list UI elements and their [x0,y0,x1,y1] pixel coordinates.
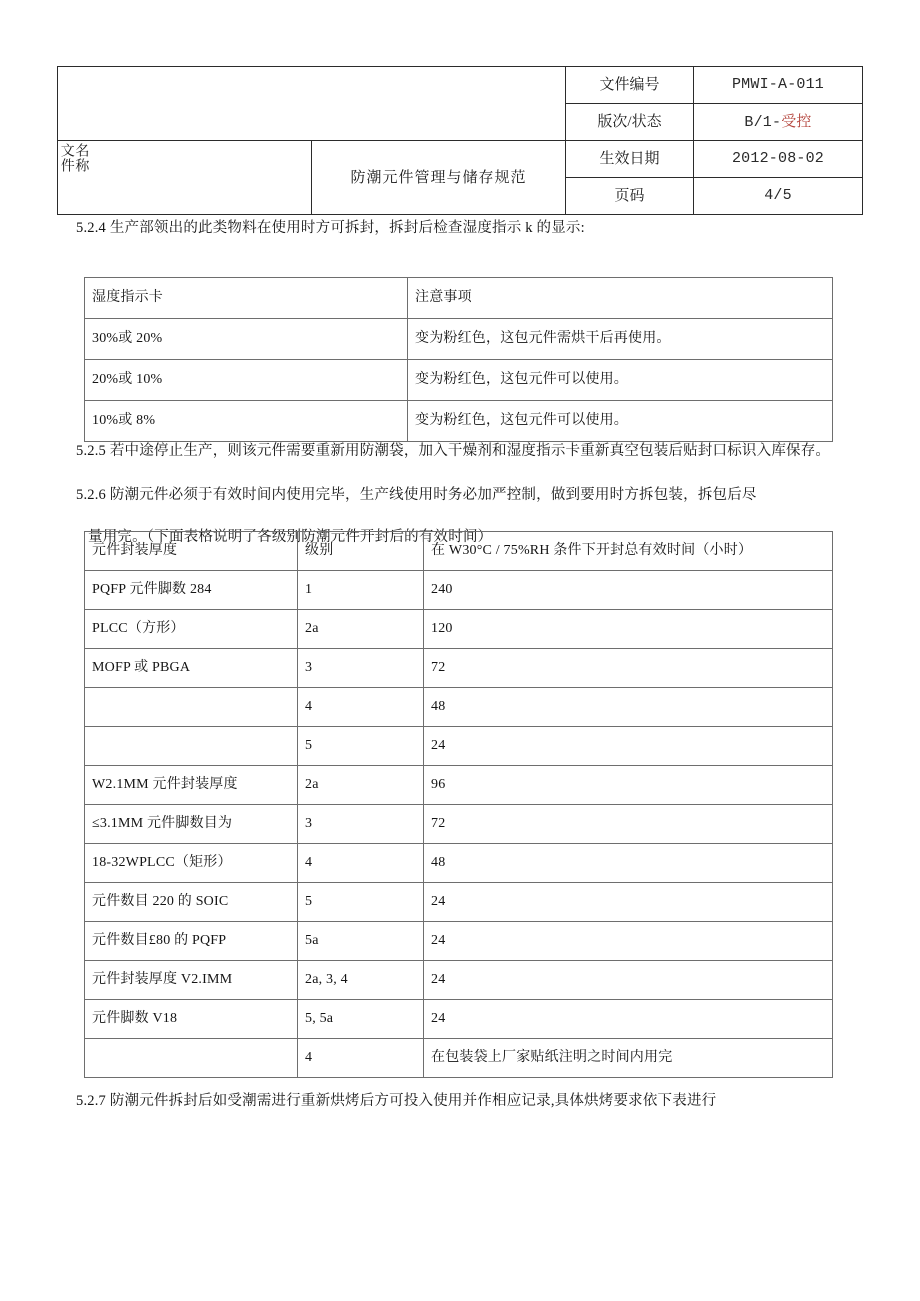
cell-valid-time: 24 [424,961,833,1000]
cell-package-thickness [85,688,298,727]
document-title: 防潮元件管理与储存规范 [312,141,566,215]
cell-package-thickness: 元件数目 220 的 SOIC [85,883,298,922]
cell-package-thickness: 元件封装厚度 V2.IMM [85,961,298,1000]
cell-package-thickness: MOFP 或 PBGA [85,649,298,688]
header-key-version-status: 版次/状态 [566,104,694,141]
paragraph-5-2-4: 5.2.4 生产部领出的此类物料在使用时方可拆封，拆封后检查湿度指示 k 的显示: [76,220,585,236]
header-value-doc-number: PMWI-A-011 [694,67,863,104]
cell-package-thickness: PQFP 元件脚数 284 [85,571,298,610]
table-row [85,727,833,766]
cell-package-thickness: W2.1MM 元件封装厚度 [85,766,298,805]
cell-level: 4 [298,1039,424,1078]
table-row [85,571,833,610]
table-row [85,1000,833,1039]
column-header-notes: 注意事项 [408,278,833,319]
version-text: B/1- [744,113,782,131]
table-row [85,922,833,961]
humidity-indicator-table [84,277,833,442]
document-name-label-col2: 名称 [73,143,89,173]
cell-humidity-card: 10%或 8% [85,401,408,442]
cell-level: 2a [298,766,424,805]
cell-level: 5 [298,883,424,922]
cell-package-thickness: 元件脚数 V18 [85,1000,298,1039]
table-row [85,1039,833,1078]
cell-level: 1 [298,571,424,610]
cell-package-thickness [85,1039,298,1078]
cell-valid-time: 24 [424,883,833,922]
paragraph-5-2-6-line1: 5.2.6 防潮元件必须于有效时间内使用完毕，生产线使用时务必加严控制，做到要用时方拆包装，拆包后尽 [76,487,757,503]
column-header-humidity-card: 湿度指示卡 [85,278,408,319]
table-row [85,844,833,883]
cell-level: 5, 5a [298,1000,424,1039]
cell-package-thickness [85,727,298,766]
header-key-doc-number: 文件编号 [566,67,694,104]
cell-valid-time: 48 [424,844,833,883]
document-header-table [57,66,863,215]
paragraph-5-2-6-line2: 量用完。（下面表格说明了各级别防潮元件开封后的有效时间） [88,529,493,545]
header-row-effective-date [58,141,863,178]
cell-valid-time: 72 [424,805,833,844]
document-name-label-col1: 文件 [58,143,74,173]
header-blank-cell [58,67,566,141]
cell-humidity-card: 20%或 10% [85,360,408,401]
table-row [85,883,833,922]
cell-valid-time: 24 [424,1000,833,1039]
cell-level: 2a, 3, 4 [298,961,424,1000]
msl-validity-table [84,531,833,1078]
status-badge: 受控 [781,113,812,130]
header-key-page-number: 页码 [566,178,694,215]
column-header-total-valid-time: 在 W30°C / 75%RH 条件下开封总有效时间（小时） [424,532,833,571]
table-row [85,649,833,688]
cell-level: 4 [298,688,424,727]
table-header-row [85,532,833,571]
document-name-label-cell [58,141,312,215]
cell-level: 3 [298,649,424,688]
cell-humidity-card: 30%或 20% [85,319,408,360]
cell-package-thickness: ≤3.1MM 元件脚数目为 [85,805,298,844]
cell-valid-time: 96 [424,766,833,805]
table-row [85,610,833,649]
cell-level: 3 [298,805,424,844]
cell-valid-time: 24 [424,727,833,766]
cell-level: 5 [298,727,424,766]
table-row [85,961,833,1000]
table-row [85,805,833,844]
cell-level: 4 [298,844,424,883]
cell-notes: 变为粉红色，这包元件需烘干后再使用。 [408,319,833,360]
cell-valid-time: 48 [424,688,833,727]
column-header-level: 级别 [298,532,424,571]
cell-notes: 变为粉红色，这包元件可以使用。 [408,401,833,442]
paragraph-5-2-7: 5.2.7 防潮元件拆封后如受潮需进行重新烘烤后方可投入使用并作相应记录,具体烘烤要求依下表进行 [76,1093,717,1109]
cell-valid-time: 120 [424,610,833,649]
table-row [85,688,833,727]
cell-level: 2a [298,610,424,649]
cell-valid-time: 24 [424,922,833,961]
table-row [85,319,833,360]
table-header-row [85,278,833,319]
cell-valid-time: 72 [424,649,833,688]
header-value-page-number: 4/5 [694,178,863,215]
table-row [85,401,833,442]
table-row [85,766,833,805]
cell-package-thickness: 元件数目£80 的 PQFP [85,922,298,961]
cell-valid-time: 在包装袋上厂家贴纸注明之时间内用完 [424,1039,833,1078]
cell-package-thickness: 18-32WPLCC（矩形） [85,844,298,883]
cell-notes: 变为粉红色，这包元件可以使用。 [408,360,833,401]
column-header-package-thickness: 元件封装厚度 [85,532,298,571]
header-value-version-status [694,104,863,141]
cell-package-thickness: PLCC（方形） [85,610,298,649]
header-row-doc-number [58,67,863,104]
cell-level: 5a [298,922,424,961]
header-key-effective-date: 生效日期 [566,141,694,178]
table-row [85,360,833,401]
header-value-effective-date: 2012-08-02 [694,141,863,178]
cell-valid-time: 240 [424,571,833,610]
paragraph-5-2-5: 5.2.5 若中途停止生产，则该元件需要重新用防潮袋，加入干燥剂和湿度指示卡重新真空包装后贴封口标识入库保存。 [76,443,831,459]
